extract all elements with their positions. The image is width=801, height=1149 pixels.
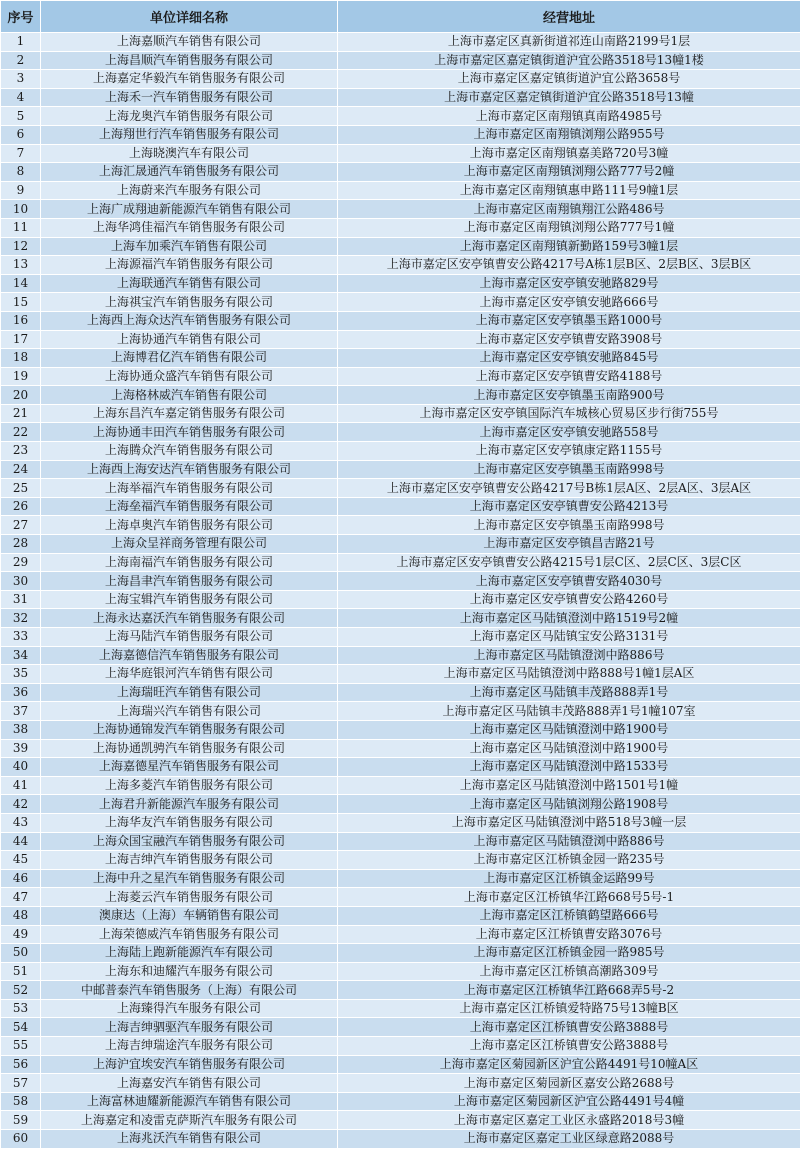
- company-name-cell: 上海中升之星汽车销售服务有限公司: [41, 869, 338, 888]
- business-address-cell: 上海市嘉定区南翔镇新勤路159号3幢1层: [338, 237, 801, 256]
- table-row: [1, 572, 801, 591]
- company-name-cell: 上海汇晟通汽车销售服务有限公司: [41, 163, 338, 182]
- business-address-cell: 上海市嘉定区马陆镇澄浏中路518号3幢一层: [338, 813, 801, 832]
- table-row: [1, 609, 801, 628]
- table-row: [1, 739, 801, 758]
- company-name-cell: 上海卓奥汽车销售服务有限公司: [41, 516, 338, 535]
- company-name-cell: 上海禾一汽车销售服务有限公司: [41, 88, 338, 107]
- table-row: [1, 981, 801, 1000]
- business-address-cell: 上海市嘉定区江桥镇金园一路235号: [338, 851, 801, 870]
- business-address-cell: 上海市嘉定区马陆镇澄浏中路1501号1幢: [338, 776, 801, 795]
- business-address-cell: 上海市嘉定区安亭镇曹安公路4217号B栋1层A区、2层A区、3层A区: [338, 479, 801, 498]
- serial-number-cell: 19: [1, 367, 41, 386]
- table-row: [1, 776, 801, 795]
- serial-number-cell: 23: [1, 442, 41, 461]
- business-address-cell: 上海市嘉定区南翔镇翔江公路486号: [338, 200, 801, 219]
- company-name-cell: 上海富林迪耀新能源汽车销售有限公司: [41, 1092, 338, 1111]
- company-name-cell: 上海龙奥汽车销售服务有限公司: [41, 107, 338, 126]
- table-row: [1, 144, 801, 163]
- serial-number-cell: 44: [1, 832, 41, 851]
- company-name-cell: 上海嘉定华毅汽车销售服务有限公司: [41, 70, 338, 89]
- serial-number-cell: 26: [1, 497, 41, 516]
- business-address-cell: 上海市嘉定区江桥镇金运路99号: [338, 869, 801, 888]
- business-address-cell: 上海市嘉定区菊园新区沪宜公路4491号4幢: [338, 1092, 801, 1111]
- table-row: [1, 813, 801, 832]
- business-address-cell: 上海市嘉定区马陆镇澄浏中路1519号2幢: [338, 609, 801, 628]
- table-row: [1, 181, 801, 200]
- business-address-cell: 上海市嘉定区江桥镇华江路668弄5号-2: [338, 981, 801, 1000]
- serial-number-cell: 2: [1, 51, 41, 70]
- serial-number-cell: 1: [1, 33, 41, 52]
- table-row: [1, 349, 801, 368]
- table-row: [1, 962, 801, 981]
- business-address-cell: 上海市嘉定区马陆镇澄浏中路1900号: [338, 739, 801, 758]
- serial-number-cell: 33: [1, 628, 41, 647]
- serial-number-cell: 30: [1, 572, 41, 591]
- table-row: [1, 163, 801, 182]
- serial-number-cell: 43: [1, 813, 41, 832]
- company-name-cell: 上海臻得汽车服务有限公司: [41, 999, 338, 1018]
- table-row: [1, 311, 801, 330]
- serial-number-cell: 52: [1, 981, 41, 1000]
- table-row: [1, 442, 801, 461]
- header-row: [1, 1, 801, 33]
- table-row: [1, 460, 801, 479]
- business-address-cell: 上海市嘉定区马陆镇澄浏中路886号: [338, 832, 801, 851]
- business-address-cell: 上海市嘉定区江桥镇爱特路75号13幢B区: [338, 999, 801, 1018]
- serial-number-cell: 54: [1, 1018, 41, 1037]
- business-address-cell: 上海市嘉定区真新街道祁连山南路2199号1层: [338, 33, 801, 52]
- serial-number-cell: 57: [1, 1074, 41, 1093]
- serial-number-cell: 7: [1, 144, 41, 163]
- serial-number-cell: 55: [1, 1037, 41, 1056]
- table-row: [1, 1055, 801, 1074]
- serial-number-cell: 4: [1, 88, 41, 107]
- company-name-cell: 上海瑞旺汽车销售有限公司: [41, 683, 338, 702]
- business-address-cell: 上海市嘉定区江桥镇曹安路3076号: [338, 925, 801, 944]
- business-address-cell: 上海市嘉定区安亭镇曹安公路4217号A栋1层B区、2层B区、3层B区: [338, 256, 801, 275]
- table-row: [1, 70, 801, 89]
- table-row: [1, 590, 801, 609]
- company-name-cell: 上海西上海众达汽车销售服务有限公司: [41, 311, 338, 330]
- business-address-cell: 上海市嘉定区马陆镇澄浏中路1533号: [338, 758, 801, 777]
- company-name-cell: 上海联通汽车销售有限公司: [41, 274, 338, 293]
- table-row: [1, 628, 801, 647]
- company-name-cell: 上海西上海安达汽车销售服务有限公司: [41, 460, 338, 479]
- serial-number-cell: 51: [1, 962, 41, 981]
- business-address-cell: 上海市嘉定区南翔镇惠申路111号9幢1层: [338, 181, 801, 200]
- company-name-cell: 上海多菱汽车销售服务有限公司: [41, 776, 338, 795]
- table-row: [1, 553, 801, 572]
- serial-number-cell: 42: [1, 795, 41, 814]
- business-address-cell: 上海市嘉定区菊园新区沪宜公路4491号10幢A区: [338, 1055, 801, 1074]
- table-body: [1, 33, 801, 1149]
- table-row: [1, 218, 801, 237]
- company-name-cell: 上海华鸿佳福汽车销售服务有限公司: [41, 218, 338, 237]
- company-name-cell: 上海车加乘汽车销售有限公司: [41, 237, 338, 256]
- business-address-cell: 上海市嘉定区马陆镇澄浏中路1900号: [338, 720, 801, 739]
- serial-number-cell: 32: [1, 609, 41, 628]
- business-address-cell: 上海市嘉定区南翔镇浏翔公路777号1幢: [338, 218, 801, 237]
- table-row: [1, 888, 801, 907]
- company-name-cell: 上海昌聿汽车销售服务有限公司: [41, 572, 338, 591]
- serial-number-cell: 56: [1, 1055, 41, 1074]
- company-name-cell: 上海协通众盛汽车销售有限公司: [41, 367, 338, 386]
- business-address-cell: 上海市嘉定区安亭镇安驰路558号: [338, 423, 801, 442]
- serial-number-cell: 12: [1, 237, 41, 256]
- company-name-cell: 上海格林威汽车销售有限公司: [41, 386, 338, 405]
- company-name-cell: 上海君升新能源汽车服务有限公司: [41, 795, 338, 814]
- table-row: [1, 665, 801, 684]
- serial-number-cell: 45: [1, 851, 41, 870]
- company-name-cell: 上海翔世行汽车销售服务有限公司: [41, 125, 338, 144]
- table-row: [1, 125, 801, 144]
- company-name-cell: 上海蔚来汽车服务有限公司: [41, 181, 338, 200]
- business-address-cell: 上海市嘉定区安亭镇安驰路845号: [338, 349, 801, 368]
- company-name-cell: 上海兆沃汽车销售有限公司: [41, 1130, 338, 1149]
- business-address-cell: 上海市嘉定区安亭镇康定路1155号: [338, 442, 801, 461]
- table-row: [1, 702, 801, 721]
- company-name-cell: 上海晓澳汽车有限公司: [41, 144, 338, 163]
- company-name-cell: 上海协通汽车销售有限公司: [41, 330, 338, 349]
- business-address-cell: 上海市嘉定区江桥镇华江路668号5号-1: [338, 888, 801, 907]
- business-address-cell: 上海市嘉定区安亭镇墨玉路1000号: [338, 311, 801, 330]
- company-name-cell: 上海众呈祥商务管理有限公司: [41, 535, 338, 554]
- table-row: [1, 795, 801, 814]
- business-address-cell: 上海市嘉定区马陆镇宝安公路3131号: [338, 628, 801, 647]
- serial-number-cell: 35: [1, 665, 41, 684]
- serial-number-cell: 14: [1, 274, 41, 293]
- business-address-cell: 上海市嘉定区安亭镇墨玉南路998号: [338, 460, 801, 479]
- business-address-cell: 上海市嘉定区马陆镇澄浏中路888号1幢1层A区: [338, 665, 801, 684]
- business-address-cell: 上海市嘉定区安亭镇墨玉南路900号: [338, 386, 801, 405]
- serial-number-cell: 48: [1, 906, 41, 925]
- serial-number-cell: 40: [1, 758, 41, 777]
- table-row: [1, 1018, 801, 1037]
- company-name-cell: 上海嘉德星汽车销售服务有限公司: [41, 758, 338, 777]
- serial-number-cell: 15: [1, 293, 41, 312]
- business-address-cell: 上海市嘉定区马陆镇丰茂路888弄1号: [338, 683, 801, 702]
- business-address-cell: 上海市嘉定区安亭镇曹安公路4215号1层C区、2层C区、3层C区: [338, 553, 801, 572]
- header-company-name: 单位详细名称: [41, 1, 338, 33]
- company-name-cell: 澳康达（上海）车辆销售有限公司: [41, 906, 338, 925]
- company-name-cell: 上海众国宝融汽车销售服务有限公司: [41, 832, 338, 851]
- company-name-cell: 上海吉绅汽车销售服务有限公司: [41, 851, 338, 870]
- serial-number-cell: 22: [1, 423, 41, 442]
- serial-number-cell: 34: [1, 646, 41, 665]
- company-name-cell: 上海协通锦发汽车销售服务有限公司: [41, 720, 338, 739]
- table-row: [1, 944, 801, 963]
- table-row: [1, 497, 801, 516]
- serial-number-cell: 37: [1, 702, 41, 721]
- business-address-cell: 上海市嘉定区安亭镇曹安路4030号: [338, 572, 801, 591]
- business-address-cell: 上海市嘉定区江桥镇曹安公路3888号: [338, 1018, 801, 1037]
- table-row: [1, 274, 801, 293]
- table-row: [1, 256, 801, 275]
- serial-number-cell: 41: [1, 776, 41, 795]
- table-row: [1, 851, 801, 870]
- serial-number-cell: 21: [1, 404, 41, 423]
- company-name-cell: 上海南福汽车销售服务有限公司: [41, 553, 338, 572]
- table-row: [1, 293, 801, 312]
- serial-number-cell: 17: [1, 330, 41, 349]
- company-name-cell: 上海吉绅瑞途汽车服务有限公司: [41, 1037, 338, 1056]
- business-address-cell: 上海市嘉定区安亭镇曹安公路4213号: [338, 497, 801, 516]
- header-serial-number: 序号: [1, 1, 41, 33]
- business-address-cell: 上海市嘉定区南翔镇真南路4985号: [338, 107, 801, 126]
- serial-number-cell: 60: [1, 1130, 41, 1149]
- serial-number-cell: 47: [1, 888, 41, 907]
- table-row: [1, 906, 801, 925]
- table-header: [1, 1, 801, 33]
- serial-number-cell: 59: [1, 1111, 41, 1130]
- business-address-cell: 上海市嘉定区嘉定镇街道沪宜公路3658号: [338, 70, 801, 89]
- table-row: [1, 479, 801, 498]
- company-name-cell: 上海沪宜埃安汽车销售服务有限公司: [41, 1055, 338, 1074]
- table-row: [1, 1092, 801, 1111]
- serial-number-cell: 29: [1, 553, 41, 572]
- serial-number-cell: 5: [1, 107, 41, 126]
- table-row: [1, 516, 801, 535]
- company-name-cell: 上海广成翔迪新能源汽车销售有限公司: [41, 200, 338, 219]
- business-address-cell: 上海市嘉定区安亭镇安驰路829号: [338, 274, 801, 293]
- company-name-cell: 中邮普泰汽车销售服务（上海）有限公司: [41, 981, 338, 1000]
- business-address-cell: 上海市嘉定区江桥镇金园一路985号: [338, 944, 801, 963]
- business-address-cell: 上海市嘉定区安亭镇安驰路666号: [338, 293, 801, 312]
- company-name-cell: 上海嘉顺汽车销售有限公司: [41, 33, 338, 52]
- business-address-cell: 上海市嘉定区江桥镇曹安公路3888号: [338, 1037, 801, 1056]
- table-row: [1, 367, 801, 386]
- table-row: [1, 33, 801, 52]
- table-row: [1, 646, 801, 665]
- company-name-cell: 上海宝辑汽车销售服务有限公司: [41, 590, 338, 609]
- business-address-cell: 上海市嘉定区安亭镇昌吉路21号: [338, 535, 801, 554]
- serial-number-cell: 46: [1, 869, 41, 888]
- table-row: [1, 925, 801, 944]
- business-address-cell: 上海市嘉定区安亭镇墨玉南路998号: [338, 516, 801, 535]
- serial-number-cell: 58: [1, 1092, 41, 1111]
- table-row: [1, 200, 801, 219]
- serial-number-cell: 50: [1, 944, 41, 963]
- table-row: [1, 683, 801, 702]
- company-name-cell: 上海祺宝汽车销售服务有限公司: [41, 293, 338, 312]
- serial-number-cell: 20: [1, 386, 41, 405]
- table-row: [1, 535, 801, 554]
- table-row: [1, 1037, 801, 1056]
- table-row: [1, 999, 801, 1018]
- business-address-cell: 上海市嘉定区嘉定镇街道沪宜公路3518号13幢: [338, 88, 801, 107]
- business-address-cell: 上海市嘉定区南翔镇嘉美路720号3幢: [338, 144, 801, 163]
- company-name-cell: 上海协通丰田汽车销售服务有限公司: [41, 423, 338, 442]
- table-row: [1, 832, 801, 851]
- business-address-cell: 上海市嘉定区安亭镇国际汽车城核心贸易区步行街755号: [338, 404, 801, 423]
- table-row: [1, 88, 801, 107]
- company-name-cell: 上海华庭银河汽车销售有限公司: [41, 665, 338, 684]
- serial-number-cell: 8: [1, 163, 41, 182]
- company-name-cell: 上海博君亿汽车销售有限公司: [41, 349, 338, 368]
- company-name-cell: 上海永达嘉沃汽车销售服务有限公司: [41, 609, 338, 628]
- company-name-cell: 上海腾众汽车销售服务有限公司: [41, 442, 338, 461]
- table-row: [1, 330, 801, 349]
- serial-number-cell: 28: [1, 535, 41, 554]
- business-address-cell: 上海市嘉定区马陆镇浏翔公路1908号: [338, 795, 801, 814]
- serial-number-cell: 18: [1, 349, 41, 368]
- serial-number-cell: 16: [1, 311, 41, 330]
- company-name-cell: 上海源福汽车销售服务有限公司: [41, 256, 338, 275]
- table-row: [1, 1130, 801, 1149]
- business-address-cell: 上海市嘉定区马陆镇丰茂路888弄1号1幢107室: [338, 702, 801, 721]
- business-address-cell: 上海市嘉定区马陆镇澄浏中路886号: [338, 646, 801, 665]
- company-name-cell: 上海垒福汽车销售服务有限公司: [41, 497, 338, 516]
- company-name-cell: 上海东昌汽车嘉定销售服务有限公司: [41, 404, 338, 423]
- table-row: [1, 758, 801, 777]
- serial-number-cell: 39: [1, 739, 41, 758]
- company-name-cell: 上海昌顺汽车销售服务有限公司: [41, 51, 338, 70]
- serial-number-cell: 6: [1, 125, 41, 144]
- company-name-cell: 上海马陆汽车销售服务有限公司: [41, 628, 338, 647]
- business-address-cell: 上海市嘉定区嘉定工业区永盛路2018号3幢: [338, 1111, 801, 1130]
- company-name-cell: 上海东和迪耀汽车服务有限公司: [41, 962, 338, 981]
- business-address-cell: 上海市嘉定区菊园新区嘉安公路2688号: [338, 1074, 801, 1093]
- business-address-cell: 上海市嘉定区江桥镇鹤望路666号: [338, 906, 801, 925]
- serial-number-cell: 3: [1, 70, 41, 89]
- serial-number-cell: 24: [1, 460, 41, 479]
- header-business-address: 经营地址: [338, 1, 801, 33]
- company-name-cell: 上海瑞兴汽车销售有限公司: [41, 702, 338, 721]
- table-row: [1, 386, 801, 405]
- company-name-cell: 上海嘉德信汽车销售服务有限公司: [41, 646, 338, 665]
- company-name-cell: 上海嘉安汽车销售有限公司: [41, 1074, 338, 1093]
- table-row: [1, 404, 801, 423]
- serial-number-cell: 11: [1, 218, 41, 237]
- serial-number-cell: 13: [1, 256, 41, 275]
- business-address-cell: 上海市嘉定区嘉定镇街道沪宜公路3518号13幢1楼: [338, 51, 801, 70]
- serial-number-cell: 25: [1, 479, 41, 498]
- business-address-cell: 上海市嘉定区安亭镇曹安路3908号: [338, 330, 801, 349]
- serial-number-cell: 10: [1, 200, 41, 219]
- table-row: [1, 869, 801, 888]
- table-row: [1, 107, 801, 126]
- table-row: [1, 237, 801, 256]
- serial-number-cell: 38: [1, 720, 41, 739]
- company-name-cell: 上海协通凯骋汽车销售服务有限公司: [41, 739, 338, 758]
- table-row: [1, 1074, 801, 1093]
- table-row: [1, 51, 801, 70]
- serial-number-cell: 49: [1, 925, 41, 944]
- serial-number-cell: 31: [1, 590, 41, 609]
- business-address-cell: 上海市嘉定区江桥镇高潮路309号: [338, 962, 801, 981]
- company-name-cell: 上海举福汽车销售服务有限公司: [41, 479, 338, 498]
- business-address-cell: 上海市嘉定区南翔镇浏翔公路777号2幢: [338, 163, 801, 182]
- company-name-cell: 上海吉绅驷驱汽车服务有限公司: [41, 1018, 338, 1037]
- serial-number-cell: 27: [1, 516, 41, 535]
- table-row: [1, 423, 801, 442]
- business-address-cell: 上海市嘉定区安亭镇曹安路4188号: [338, 367, 801, 386]
- business-address-cell: 上海市嘉定区安亭镇曹安公路4260号: [338, 590, 801, 609]
- serial-number-cell: 53: [1, 999, 41, 1018]
- business-address-cell: 上海市嘉定区嘉定工业区绿意路2088号: [338, 1130, 801, 1149]
- serial-number-cell: 36: [1, 683, 41, 702]
- table-row: [1, 1111, 801, 1130]
- serial-number-cell: 9: [1, 181, 41, 200]
- business-address-cell: 上海市嘉定区南翔镇浏翔公路955号: [338, 125, 801, 144]
- company-name-cell: 上海陆上跑新能源汽车有限公司: [41, 944, 338, 963]
- company-name-cell: 上海嘉定和凌雷克萨斯汽车服务有限公司: [41, 1111, 338, 1130]
- company-name-cell: 上海菱云汽车销售服务有限公司: [41, 888, 338, 907]
- table-row: [1, 720, 801, 739]
- company-name-cell: 上海华友汽车销售服务有限公司: [41, 813, 338, 832]
- company-name-cell: 上海荣德威汽车销售服务有限公司: [41, 925, 338, 944]
